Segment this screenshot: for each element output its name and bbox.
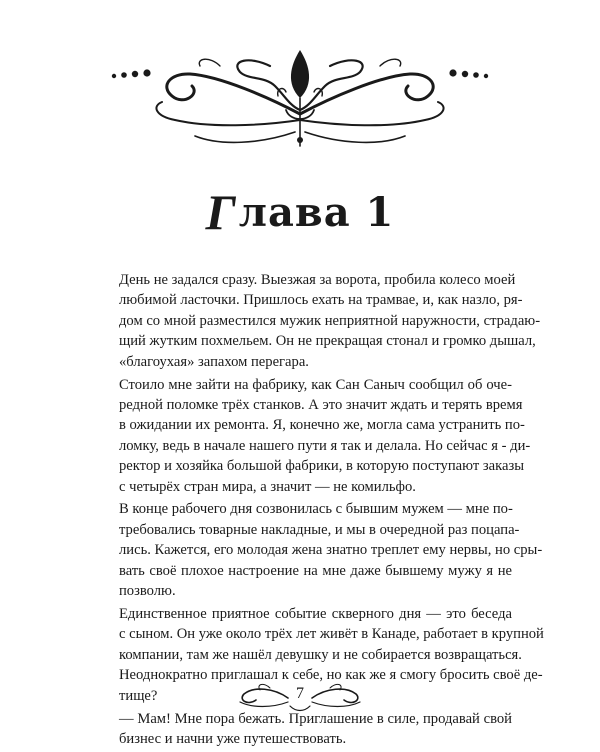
text-line: редной поломке трёх станков. А это значит ждать и терять время [119, 396, 523, 413]
text-line: Стоило мне зайти на фабрику, как Сан Саныч сообщил об оче- [119, 376, 512, 393]
chapter-title [0, 180, 600, 238]
text-line: позволю. [119, 583, 176, 600]
text-line: Единственное приятное событие скверного дня — это беседа [119, 606, 512, 622]
text-line: щий жутким похмельем. Он не прекращая стонал и громко дышал, [119, 333, 536, 350]
text-line: компании, там же нашёл девушку и не собирается возвращаться. [119, 646, 522, 663]
paragraph [88, 270, 541, 372]
chapter-title-initial: Г [205, 184, 237, 240]
paragraph [88, 499, 543, 601]
text-line: ломку, ведь в начале нашего пути я так и делала. Но сейчас я - ди- [119, 437, 531, 454]
text-line: тище? [119, 687, 158, 704]
page-number: 7 [296, 685, 304, 702]
text-line: — Мам! Мне пора бежать. Приглашение в силе, продавай свой [119, 710, 512, 727]
text-line: бизнес и начни уже путешествовать. [119, 730, 347, 747]
text-line: вать своё плохое настроение на мне даже бывшему мужу я не [119, 562, 512, 579]
text-line: требовались товарные накладные, и мы в очередной раз поцапа- [119, 521, 520, 538]
text-line: в ожидании их ремонта. Я, конечно же, могла сама устранить по- [119, 417, 525, 434]
text-line: ректор и хозяйка большой фабрики, в которую поступают заказы [119, 458, 525, 475]
text-line: с четырёх стран мира, а значит — не комильфо. [119, 478, 416, 495]
text-line: любимой ласточки. Пришлось ехать на трамвае, и, как назло, ря- [119, 292, 523, 309]
text-line: «благоухая» запахом перегара. [119, 353, 309, 370]
text-line: с сыном. Он уже около трёх лет живёт в Канаде, работает в крупной [119, 626, 544, 643]
text-line: дом со мной разместился мужик неприятной наружности, страдаю- [119, 312, 541, 329]
text-line: Неоднократно приглашал к себе, но как же я смогу бросить своё де- [119, 667, 543, 684]
top-ornament [100, 36, 500, 152]
text-line: лись. Кажется, его молодая жена знатно треплет ему нервы, но сры- [119, 542, 543, 559]
paragraph [88, 375, 531, 497]
chapter-title-rest: лава 1 [238, 189, 395, 236]
text-line: В конце рабочего дня созвонилась с бывшим мужем — мне по- [119, 501, 513, 518]
page-footer [230, 676, 370, 716]
text-line: День не задался сразу. Выезжая за ворота, пробила колесо моей [119, 272, 516, 288]
